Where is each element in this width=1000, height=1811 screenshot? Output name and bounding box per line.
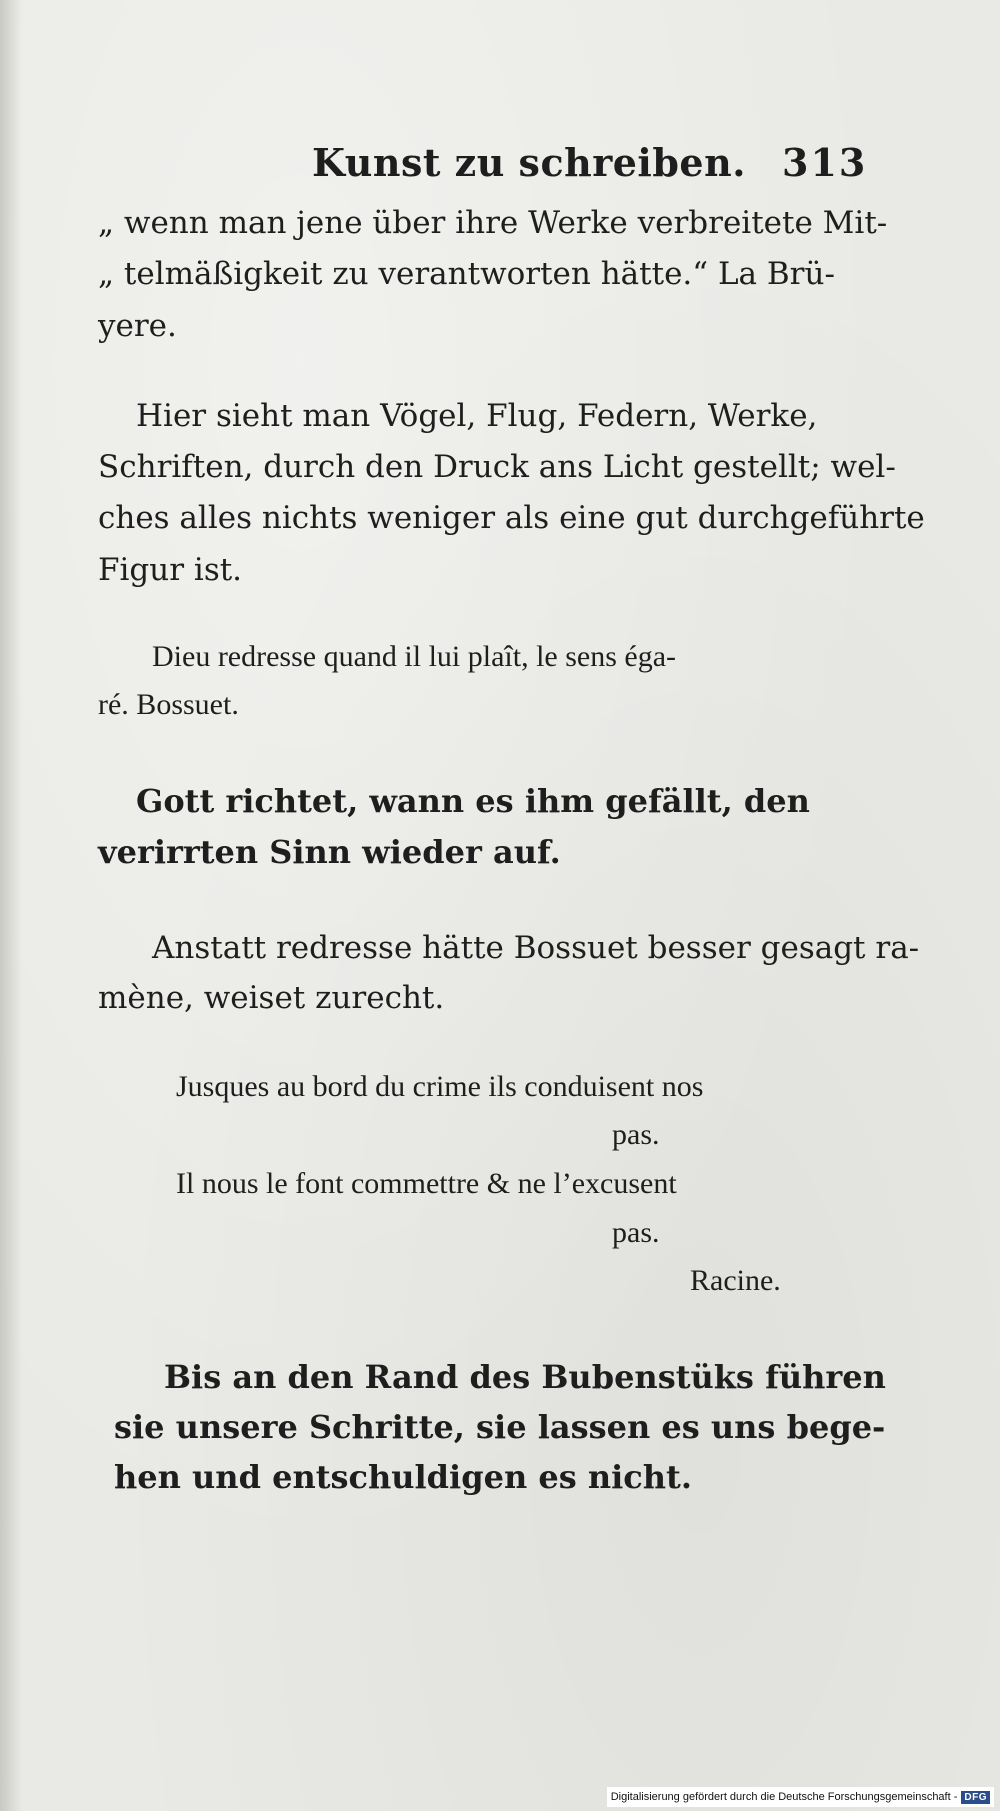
text-line: „ telmäßigkeit zu verantworten hätte.“ La Brü-	[98, 256, 835, 292]
text-line: Anstatt redresse hätte Bossuet besser gesagt ra-	[152, 930, 920, 966]
verse-attribution: Racine.	[690, 1264, 781, 1297]
verse-line: pas.	[612, 1216, 660, 1249]
digitization-credit	[607, 1787, 994, 1807]
text-line: Bis an den Rand des Bubenstüks führen	[164, 1358, 886, 1396]
text-line: ches alles nichts weniger als eine gut durchgeführte	[98, 500, 925, 536]
text-line: „ wenn man jene über ihre Werke verbreitete Mit-	[98, 205, 888, 241]
verse-line: Il nous le font commettre & ne l’excusent	[176, 1167, 677, 1200]
text-line: Gott richtet, wann es ihm gefällt, den	[136, 782, 810, 820]
verse-line: Jusques au bord du crime ils conduisent nos	[176, 1070, 704, 1103]
text-line: verirrten Sinn wieder auf.	[98, 833, 561, 871]
text-line: mène, weiset zurecht.	[98, 980, 445, 1016]
text-line: Figur ist.	[98, 552, 243, 588]
credit-text: Digitalisierung gefördert durch die Deutsche Forschungsgemeinschaft -	[610, 1791, 958, 1803]
verse-line: pas.	[612, 1118, 660, 1151]
text-line: Dieu redresse quand il lui plaît, le sens éga-	[152, 640, 677, 673]
text-line: hen und entschuldigen es nicht.	[114, 1458, 692, 1496]
text-line: ré. Bossuet.	[98, 688, 239, 721]
text-line: sie unsere Schritte, sie lassen es uns bege-	[114, 1408, 886, 1446]
page-number: 313	[782, 140, 868, 185]
running-head-title: Kunst zu schreiben.	[312, 140, 746, 185]
text-line: Hier sieht man Vögel, Flug, Federn, Werke,	[136, 398, 818, 434]
dfg-logo: DFG	[961, 1791, 990, 1804]
text-line: Schriften, durch den Druck ans Licht gestellt; wel-	[98, 449, 896, 485]
text-line: yere.	[98, 308, 177, 344]
page-gutter-shadow	[0, 0, 22, 1811]
